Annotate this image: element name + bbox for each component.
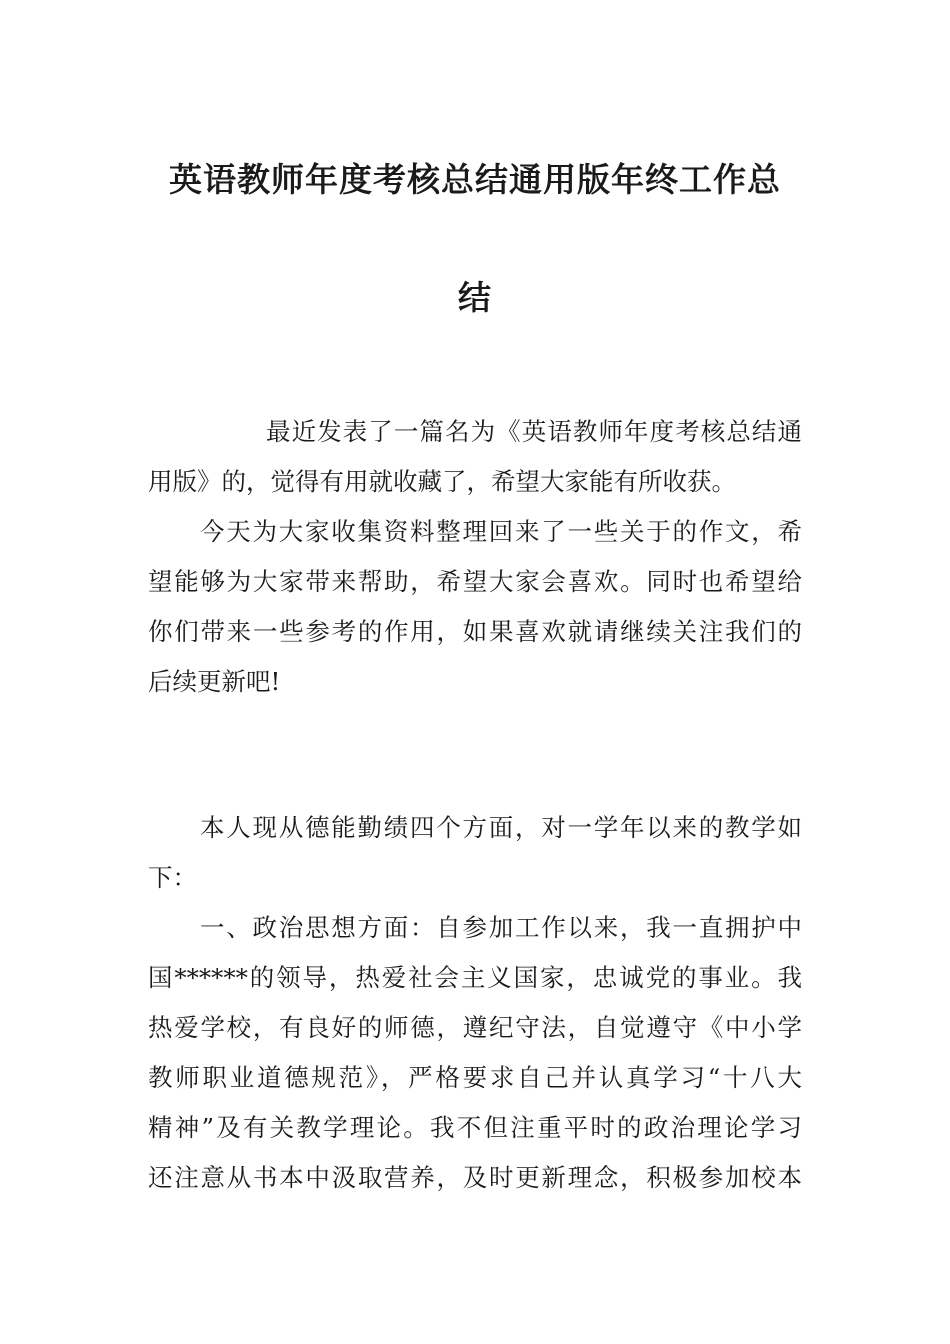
text-line: 还注意从书本中汲取营养，及时更新理念，积极参加校本 — [148, 1163, 802, 1192]
text-line: 精神”及有关教学理论。我不但注重平时的政治理论学习 — [148, 1113, 802, 1142]
text-line: 国******的领导，热爱社会主义国家，忠诚党的事业。我 — [148, 963, 802, 992]
main-paragraph-1 — [148, 803, 802, 903]
main-paragraph-2 — [148, 903, 802, 1203]
text-line: 热爱学校，有良好的师德，遵纪守法，自觉遵守《中小学 — [148, 1013, 802, 1042]
intro-section — [148, 407, 802, 707]
intro-paragraph-1 — [148, 407, 802, 507]
document-title-line-2: 结 — [458, 278, 492, 317]
document-title-line-1: 英语教师年度考核总结通用版年终工作总 — [169, 160, 781, 199]
text-line: 用版》的，觉得有用就收藏了，希望大家能有所收获。 — [148, 467, 736, 496]
text-line: 望能够为大家带来帮助，希望大家会喜欢。同时也希望给 — [148, 567, 802, 596]
text-line: 下： — [148, 863, 197, 892]
text-line: 后续更新吧! — [148, 667, 281, 696]
text-line: 一、政治思想方面：自参加工作以来，我一直拥护中 — [200, 913, 802, 942]
text-line: 最近发表了一篇名为《英语教师年度考核总结通 — [266, 417, 802, 446]
text-line: 本人现从德能勤绩四个方面，对一学年以来的教学如 — [200, 813, 802, 842]
text-line: 教师职业道德规范》，严格要求自己并认真学习“十八大 — [148, 1063, 802, 1092]
intro-paragraph-2 — [148, 507, 802, 707]
text-line: 今天为大家收集资料整理回来了一些关于的作文，希 — [200, 517, 802, 546]
main-section — [148, 803, 802, 1203]
text-line: 你们带来一些参考的作用，如果喜欢就请继续关注我们的 — [148, 617, 802, 646]
